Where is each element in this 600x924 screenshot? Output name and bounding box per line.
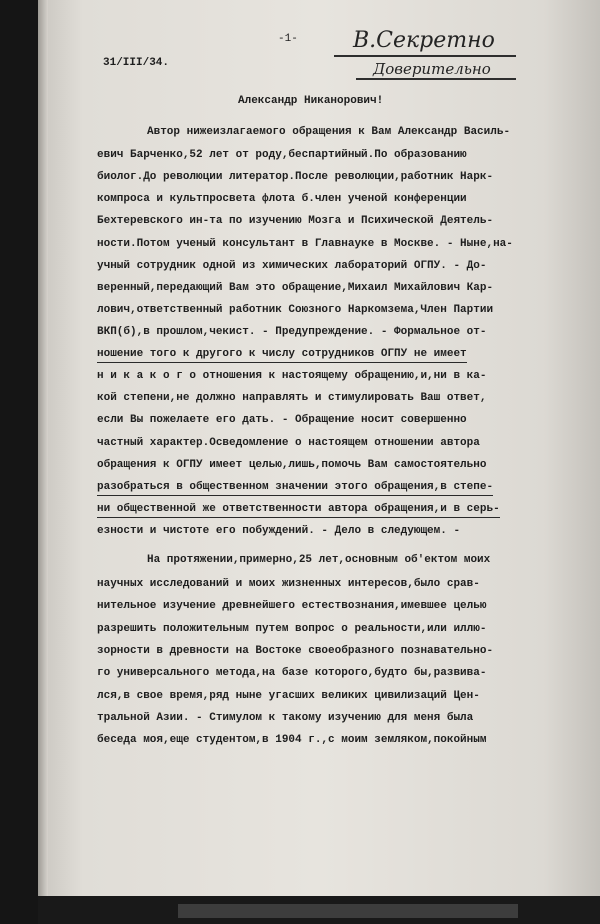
letter-line: обращения к ОГПУ имеет целью,лишь,помочь Вам самостоятельно <box>97 459 487 471</box>
letter-line: учный сотрудник одной из химических лабораторий ОГПУ. - До- <box>97 260 487 272</box>
letter-line: веренный,передающий Вам это обращение,Михаил Михайлович Кар- <box>97 282 494 294</box>
letter-line: Автор нижеизлагаемого обращения к Вам Александр Василь- <box>147 126 511 138</box>
document-sheet <box>38 0 600 896</box>
letter-line: компроса и культпросвета флота б.член ученой конференции <box>97 193 467 205</box>
confidential-underline <box>356 78 516 80</box>
letter-line: научных исследований и моих жизненных интересов,было срав- <box>97 578 480 590</box>
letter-line: н и к а к о г о отношения к настоящему обращению,и,ни в ка- <box>97 370 487 382</box>
letter-line: лся,в свое время,ряд ныне угасших великих цивилизаций Цен- <box>97 690 480 702</box>
letter-line: ности.Потом ученый консультант в Главнауке в Москве. - Ныне,на- <box>97 238 513 250</box>
scan-bottom-edge <box>38 896 600 924</box>
letter-date: 31/III/34. <box>103 57 170 69</box>
letter-line: езности и чистоте его побуждений. - Дело в следующем. - <box>97 525 461 537</box>
letter-line: частный характер.Осведомление о настоящем отношении автора <box>97 437 480 449</box>
letter-line: На протяжении,примерно,25 лет,основным об'ектом моих <box>147 554 491 566</box>
letter-line: разрешить положительным путем вопрос о реальности,или иллю- <box>97 623 487 635</box>
letter-line: лович,ответственный работник Союзного Наркомзема,Член Партии <box>97 304 494 316</box>
letter-line: нительное изучение древнейшего естествознания,имевшее целью <box>97 600 487 612</box>
letter-line-underlined: ни общественной же ответственности автора обращения,и в серь- <box>97 502 500 518</box>
salutation: Александр Никанорович! <box>238 95 384 107</box>
letter-line: го универсального метода,на базе которого,будто бы,развива- <box>97 667 487 679</box>
letter-line: евич Барченко,52 лет от роду,беспартийный.По образованию <box>97 149 467 161</box>
letter-line: зорности в древности на Востоке своеобразного познавательно- <box>97 645 494 657</box>
letter-line-underlined: разобраться в общественном значении этого обращения,в степе- <box>97 480 493 496</box>
letter-line: кой степени,не должно направлять и стимулировать Ваш ответ, <box>97 392 487 404</box>
page-number: -1- <box>278 33 298 45</box>
paper-edge-shadow <box>38 0 48 896</box>
classification-underline <box>334 55 516 57</box>
letter-line: беседа моя,еще студентом,в 1904 г.,с моим земляком,покойным <box>97 734 487 746</box>
letter-line-underlined: ношение того к другого к числу сотрудников ОГПУ не имеет <box>97 347 467 363</box>
letter-line: тральной Азии. - Стимулом к такому изучению для меня была <box>97 712 474 724</box>
letter-line: ВКП(б),в прошлом,чекист. - Предупреждение. - Формальное от- <box>97 326 487 338</box>
letter-line: если Вы пожелаете его дать. - Обращение носит совершенно <box>97 414 467 426</box>
letter-line: биолог.До революции литератор.После революции,работник Нарк- <box>97 171 494 183</box>
handwritten-classification: В.Секретно <box>353 28 495 53</box>
handwritten-confidential: Доверительно <box>373 60 491 78</box>
next-page-strip <box>178 904 518 918</box>
letter-line: Бехтеревского ин-та по изучению Мозга и Психической Деятель- <box>97 215 494 227</box>
